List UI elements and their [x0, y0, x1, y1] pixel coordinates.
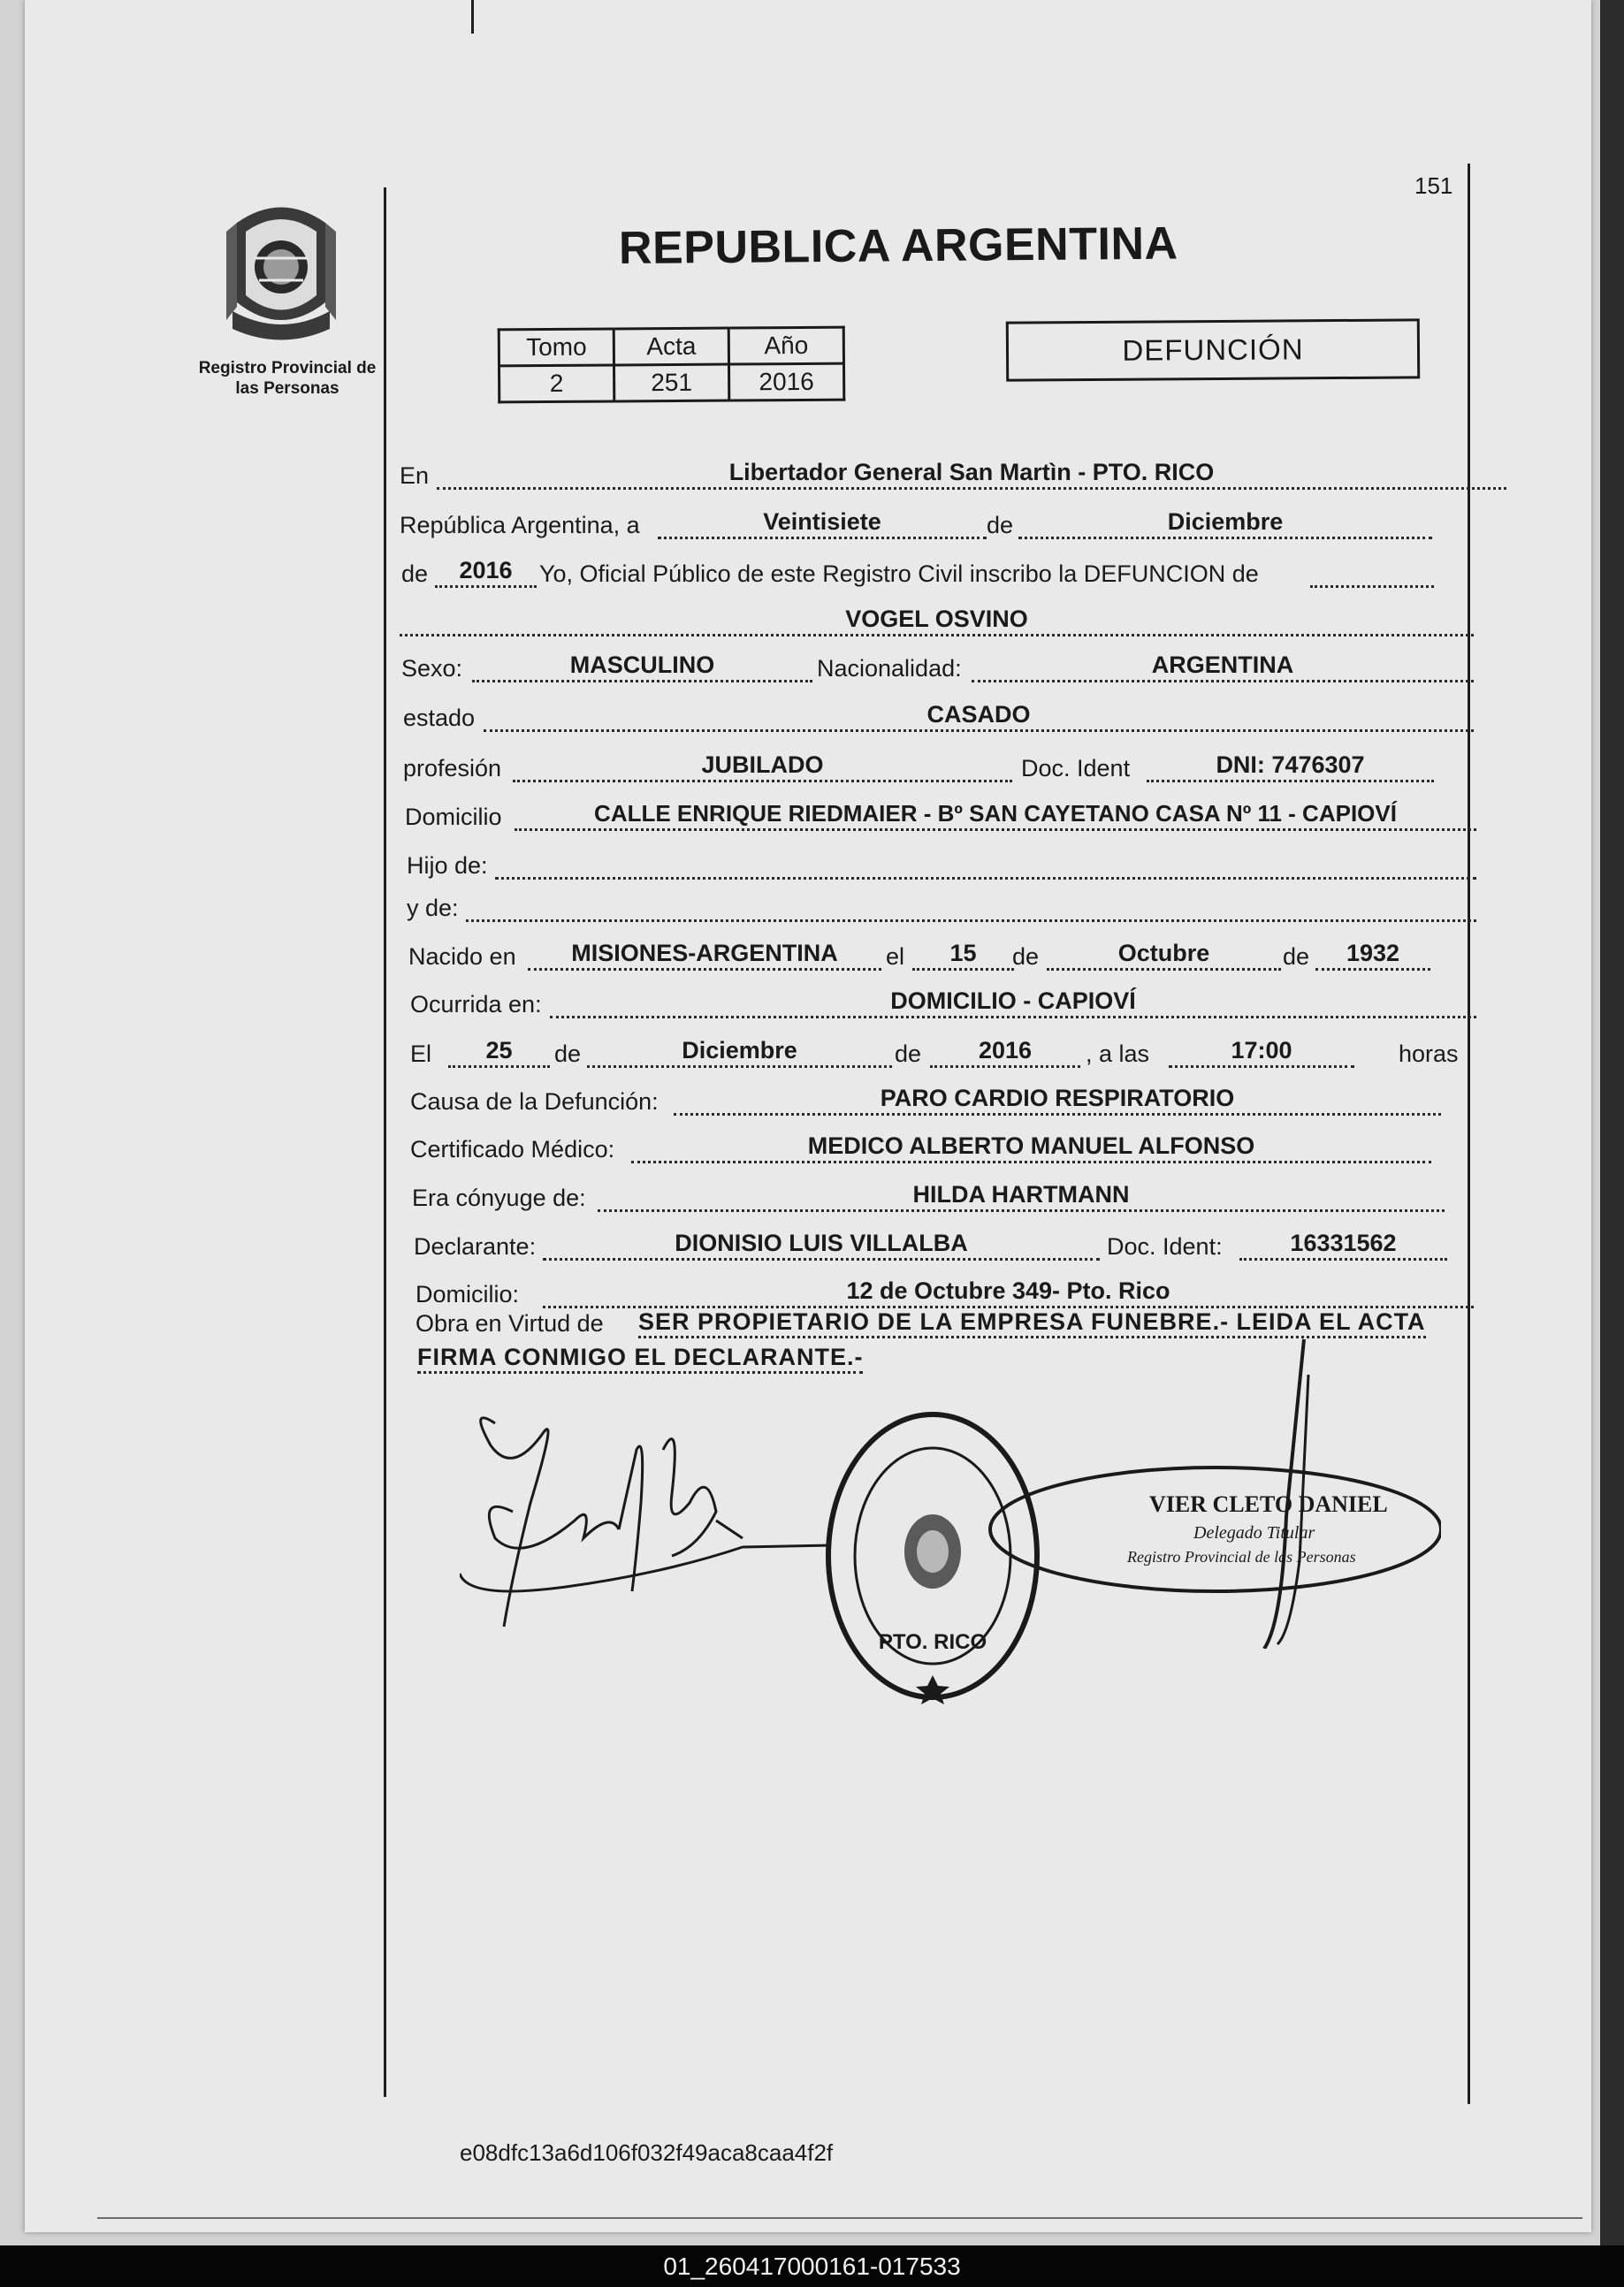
declarante-doc-field: 16331562	[1239, 1228, 1447, 1261]
statement-trailing-field	[1310, 555, 1434, 588]
profesion-label: profesión	[403, 755, 502, 781]
bottom-edge-line	[97, 2217, 1582, 2219]
declarante-field: DIONISIO LUIS VILLALBA	[543, 1228, 1100, 1261]
hijo-label: Hijo de:	[407, 852, 488, 879]
row-sexo	[400, 647, 1474, 688]
causa-label: Causa de la Defunción:	[410, 1088, 659, 1115]
birth-month-field: Octubre	[1047, 938, 1281, 971]
row-ocurrida	[400, 983, 1474, 1024]
ocurrida-label: Ocurrida en:	[410, 991, 542, 1018]
conyuge-field: HILDA HARTMANN	[598, 1179, 1445, 1212]
seal-center-text: PTO. RICO	[878, 1630, 987, 1654]
registry-table	[498, 326, 846, 404]
month-field: Diciembre	[1018, 507, 1432, 539]
row-profesion	[400, 747, 1474, 788]
de-year-label: de	[401, 560, 429, 587]
declarante-label: Declarante:	[414, 1233, 537, 1260]
document-hash: e08dfc13a6d106f032f49aca8caa4f2f	[460, 2139, 834, 2166]
misiones-emblem-icon	[219, 196, 343, 345]
official-stamp	[972, 1330, 1441, 1649]
top-fold-line	[471, 0, 474, 34]
row-certificado	[400, 1128, 1474, 1169]
nacionalidad-field: ARGENTINA	[972, 650, 1474, 682]
place-field: Libertador General San Martìn - PTO. RICO	[437, 457, 1506, 490]
declarante-domicilio-field: 12 de Octubre 349- Pto. Rico	[543, 1276, 1474, 1308]
row-deceased-name	[400, 601, 1474, 642]
registry-label-line2: las Personas	[235, 379, 339, 398]
de-label: de	[987, 512, 1014, 538]
official-office-text: Registro Provincial de las Personas	[1127, 1548, 1356, 1566]
row-hijo	[400, 844, 1474, 885]
en-label: En	[400, 462, 430, 489]
el-label: el	[886, 943, 905, 970]
page-title: REPUBLICA ARGENTINA	[618, 217, 1178, 275]
republica-label: República Argentina, a	[400, 512, 640, 538]
declarant-signature	[460, 1397, 831, 1662]
conyuge-label: Era cónyuge de:	[412, 1185, 586, 1211]
table-header-ano: Año	[728, 327, 843, 364]
registry-table-header-row	[499, 327, 843, 366]
row-death-date	[400, 1033, 1474, 1073]
death-time-field: 17:00	[1169, 1035, 1354, 1068]
death-day-field: 25	[448, 1035, 550, 1068]
document-type-box: DEFUNCIÓN	[1006, 318, 1420, 381]
registry-label-line1: Registro Provincial de	[198, 359, 377, 377]
table-header-tomo: Tomo	[499, 329, 614, 366]
el-cap-label: El	[410, 1041, 432, 1067]
left-margin-line	[384, 187, 386, 2097]
obra-line-2: FIRMA CONMIGO EL DECLARANTE.-	[417, 1344, 863, 1374]
table-header-acta: Acta	[614, 328, 728, 365]
declarante-domicilio-label: Domicilio:	[416, 1281, 520, 1307]
death-de-label-1: de	[554, 1041, 582, 1067]
official-name-text: VIER CLETO DANIEL	[1149, 1491, 1388, 1517]
ocurrida-en-field: DOMICILIO - CAPIOVÍ	[550, 986, 1476, 1018]
doc-ident-field: DNI: 7476307	[1147, 750, 1434, 782]
table-value-acta: 251	[614, 364, 729, 401]
birth-de-label-1: de	[1012, 943, 1040, 970]
row-republica	[400, 504, 1474, 545]
death-year-field: 2016	[930, 1035, 1080, 1068]
death-de-label-2: de	[895, 1041, 922, 1067]
day-words-field: Veintisiete	[658, 507, 987, 539]
row-domicilio	[400, 796, 1474, 836]
death-month-field: Diciembre	[587, 1035, 892, 1068]
scan-id-bar	[0, 2245, 1624, 2287]
row-en	[400, 454, 1474, 495]
nacido-en-field: MISIONES-ARGENTINA	[528, 938, 881, 971]
doc-ident-label: Doc. Ident	[1021, 755, 1131, 781]
row-y-de	[400, 887, 1474, 927]
deceased-name-field: VOGEL OSVINO	[400, 604, 1474, 637]
obra-line-1: SER PROPIETARIO DE LA EMPRESA FUNEBRE.- LEIDA EL ACTA	[638, 1308, 1426, 1338]
page-number: 151	[1414, 172, 1453, 199]
birth-year-field: 1932	[1315, 938, 1430, 971]
row-causa	[400, 1080, 1474, 1121]
sexo-field: MASCULINO	[472, 650, 812, 682]
certificado-field: MEDICO ALBERTO MANUEL ALFONSO	[631, 1131, 1431, 1163]
domicilio-label: Domicilio	[405, 804, 502, 830]
table-value-ano: 2016	[728, 363, 843, 400]
hijo-field	[495, 847, 1476, 880]
statement-text: Yo, Oficial Público de este Registro Civil inscribo la DEFUNCION de	[539, 560, 1259, 587]
registry-table-value-row	[499, 363, 844, 402]
estado-field: CASADO	[484, 699, 1474, 732]
registry-label	[186, 358, 389, 399]
estado-label: estado	[403, 705, 476, 731]
row-declarante	[400, 1225, 1474, 1266]
scan-id: 01_260417000161-017533	[663, 2253, 961, 2280]
obra-label: Obra en Virtud de	[416, 1310, 604, 1337]
table-value-tomo: 2	[499, 365, 614, 402]
nacido-label: Nacido en	[408, 943, 516, 970]
a-las-label: , a las	[1086, 1041, 1150, 1067]
row-year-statement	[400, 553, 1474, 593]
row-estado	[400, 697, 1474, 737]
sexo-label: Sexo:	[401, 655, 463, 682]
certificado-label: Certificado Médico:	[410, 1136, 615, 1163]
domicilio-field: CALLE ENRIQUE RIEDMAIER - Bº SAN CAYETANO CASA Nº 11 - CAPIOVÍ	[515, 798, 1476, 831]
horas-label: horas	[1399, 1041, 1459, 1067]
row-conyuge	[400, 1177, 1474, 1217]
causa-field: PARO CARDIO RESPIRATORIO	[674, 1083, 1441, 1116]
birth-day-field: 15	[912, 938, 1014, 971]
row-nacido	[400, 935, 1474, 976]
declarante-doc-label: Doc. Ident:	[1107, 1233, 1223, 1260]
year-field: 2016	[435, 555, 537, 588]
nacionalidad-label: Nacionalidad:	[817, 655, 962, 682]
birth-de-label-2: de	[1283, 943, 1310, 970]
y-de-label: y de:	[407, 895, 459, 921]
official-title-text: Delegado Titular	[1193, 1523, 1315, 1543]
profesion-field: JUBILADO	[513, 750, 1012, 782]
y-de-field	[466, 889, 1476, 922]
